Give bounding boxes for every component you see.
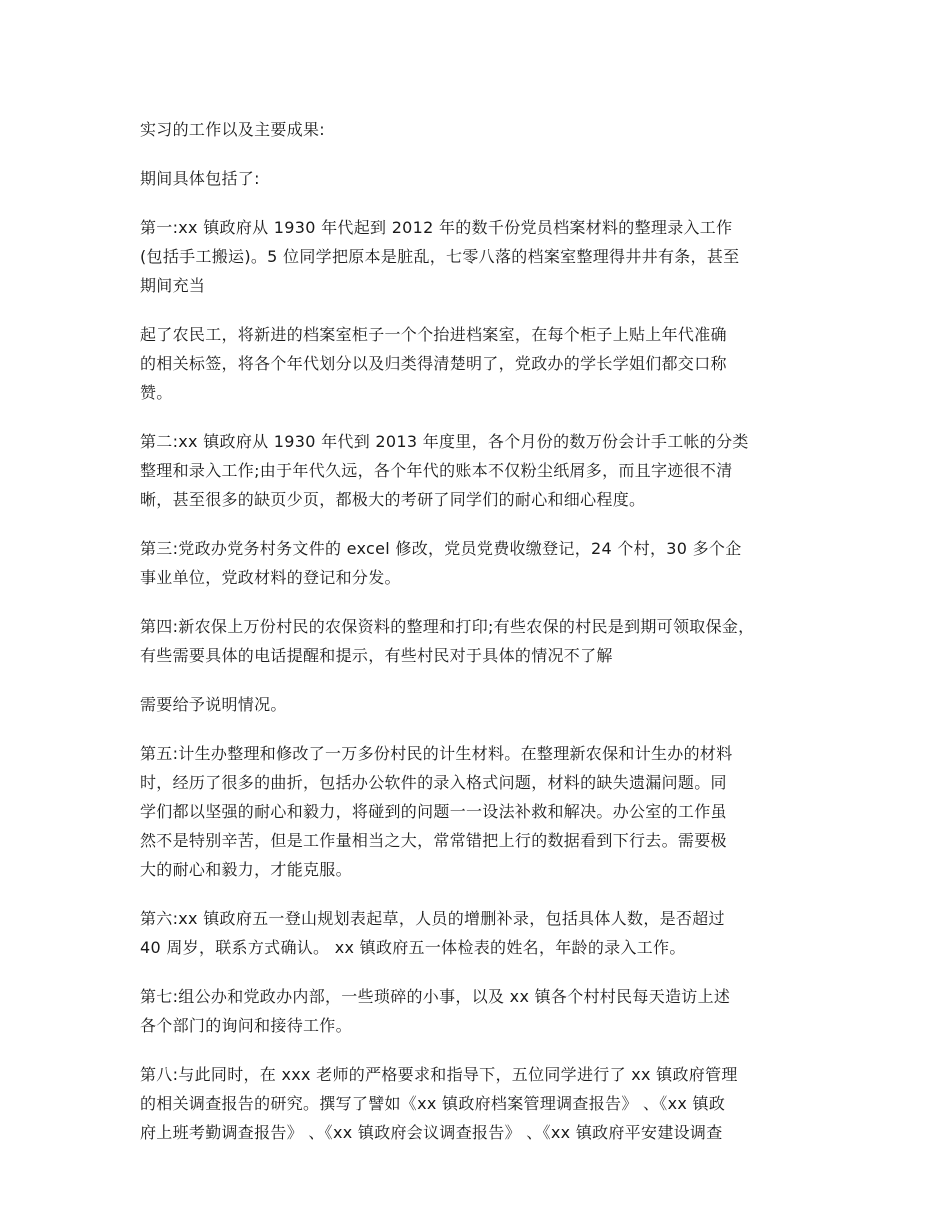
paragraph-item-4 [140,612,830,670]
paragraph-item-1 [140,213,830,300]
text-line: 的相关调查报告的研究。撰写了譬如《xx 镇政府档案管理调查报告》 、《xx 镇政 [140,1094,726,1113]
text-line: 第七:组公办和党政办内部，一些琐碎的小事，以及 xx 镇各个村村民每天造访上述 [140,987,731,1006]
paragraph-heading [140,115,830,144]
text-line: 第六:xx 镇政府五一登山规划表起草，人员的增删补录，包括具体人数，是否超过 [140,909,725,928]
text-line: 第一:xx 镇政府从 1930 年代起到 2012 年的数千份党员档案材料的整理录入工作 [140,218,733,237]
text-line: 第二:xx 镇政府从 1930 年代到 2013 年度里，各个月份的数万份会计手工帐的分类 [140,432,749,451]
paragraph-item-1-cont [140,320,830,407]
paragraph-item-3 [140,534,830,592]
text-line: 然不是特别辛苦，但是工作量相当之大，常常错把上行的数据看到下行去。需要极 [140,831,727,850]
text-line: 的相关标签，将各个年代划分以及归类得清楚明了，党政办的学长学姐们都交口称 [140,354,727,373]
paragraph-intro [140,164,830,193]
text-line: 第三:党政办党务村务文件的 excel 修改，党员党费收缴登记，24 个村，30 多个企 [140,539,742,558]
paragraph-item-4-cont [140,690,830,719]
text-line: 学们都以坚强的耐心和毅力，将碰到的问题一一设法补救和解决。办公室的工作虽 [140,802,727,821]
text-line: 大的耐心和毅力，才能克服。 [140,860,352,879]
text-line: 期间具体包括了: [140,169,260,188]
text-line: 40 周岁，联系方式确认。 xx 镇政府五一体检表的姓名，年龄的录入工作。 [140,938,686,957]
paragraph-item-8 [140,1060,830,1147]
text-line: 晰，甚至很多的缺页少页，都极大的考研了同学们的耐心和细心程度。 [140,490,646,509]
document-page [140,115,830,1167]
text-line: 有些需要具体的电话提醒和提示，有些村民对于具体的情况不了解 [140,646,613,665]
text-line: 第四:新农保上万份村民的农保资料的整理和打印;有些农保的村民是到期可领取保金， [140,617,755,636]
paragraph-item-7 [140,982,830,1040]
paragraph-item-6 [140,904,830,962]
text-line: 起了农民工，将新进的档案室柜子一个个抬进档案室，在每个柜子上贴上年代准确 [140,325,727,344]
text-line: 赞。 [140,383,173,402]
text-line: 府上班考勤调查报告》 、《xx 镇政府会议调查报告》 、《xx 镇政府平安建设调查 [140,1123,723,1142]
text-line: 需要给予说明情况。 [140,695,287,714]
text-line: 第八:与此同时，在 xxx 老师的严格要求和指导下，五位同学进行了 xx 镇政府管理 [140,1065,738,1084]
text-line: 第五:计生办整理和修改了一万多份村民的计生材料。在整理新农保和计生办的材料 [140,744,733,763]
text-line: 整理和录入工作;由于年代久远，各个年代的账本不仅粉尘纸屑多，而且字迹很不清 [140,461,733,480]
paragraph-item-5 [140,739,830,884]
text-line: 事业单位，党政材料的登记和分发。 [140,568,401,587]
text-line: 期间充当 [140,276,206,295]
text-line: (包括手工搬运)。5 位同学把原本是脏乱，七零八落的档案室整理得井井有条，甚至 [140,247,740,266]
paragraph-item-2 [140,427,830,514]
text-line: 实习的工作以及主要成果: [140,120,325,139]
text-line: 时，经历了很多的曲折，包括办公软件的录入格式问题，材料的缺失遗漏问题。同 [140,773,727,792]
text-line: 各个部门的询问和接待工作。 [140,1016,352,1035]
